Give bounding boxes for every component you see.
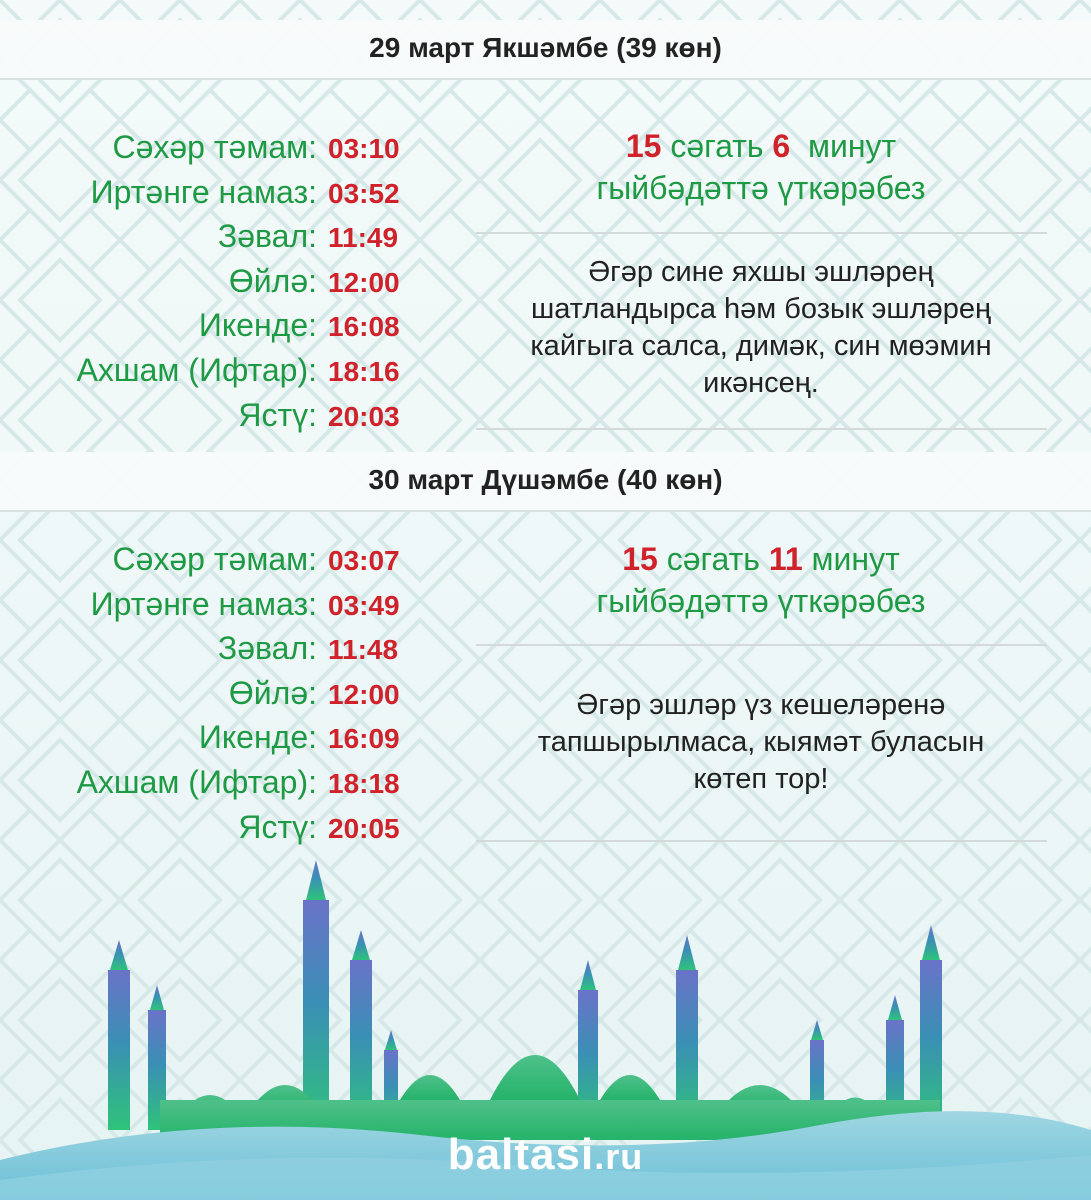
duration-minutes-word: минут: [811, 541, 900, 577]
prayer-row-afternoon: Икенде: 16:09: [198, 719, 400, 756]
duration-minutes-word: минут: [807, 128, 897, 164]
fasting-duration: [476, 125, 1046, 209]
prayer-row-noon: Өйлә: 12:00: [228, 262, 400, 299]
duration-caption: гыйбәдәттә үткәрәбез: [596, 583, 926, 619]
prayer-row-night: Ястү: 20:05: [238, 808, 400, 845]
prayer-row-night: Ястү: 20:03: [238, 396, 400, 433]
duration-hours: 15: [622, 541, 658, 577]
prayer-row-zawal: Зәвал: 11:48: [217, 630, 399, 667]
duration-minutes: 11: [768, 541, 803, 577]
prayer-times-list: [0, 125, 420, 437]
prayer-times-list: [0, 537, 420, 849]
prayer-row-morning: Иртәнге намаз: 03:52: [90, 173, 400, 210]
day-header: 30 март Дүшәмбе (40 көн): [0, 452, 1091, 512]
duration-minutes: 6: [772, 128, 791, 164]
hadith-quote: Әгәр сине яхшы эшләрең шатландырса һәм бозык эшләрең кайгыга салса, димәк, син мөэмин икәнсең.: [530, 256, 992, 399]
baltasi-logo: baltasi.ru: [447, 1130, 644, 1179]
divider: [476, 644, 1047, 646]
hadith-quote: Әгәр эшләр үз кешеләренә тапшырылмаса, кыямәт буласын көтеп тор!: [537, 689, 985, 795]
prayer-row-zawal: Зәвал: 11:49: [217, 218, 399, 255]
divider: [476, 428, 1047, 430]
prayer-row-afternoon: Икенде: 16:08: [198, 307, 400, 344]
divider: [476, 232, 1047, 234]
fasting-duration: [476, 538, 1046, 622]
duration-hours: 15: [625, 128, 662, 164]
duration-caption: гыйбәдәттә үткәрәбез: [596, 170, 926, 206]
prayer-row-noon: Өйлә: 12:00: [228, 674, 400, 711]
day-header: 29 март Якшәмбе (39 көн): [0, 20, 1091, 80]
prayer-row-morning: Иртәнге намаз: 03:49: [90, 585, 400, 622]
prayer-row-sahar: Сәхәр тәмам: 03:07: [112, 541, 400, 577]
duration-hours-word: сәгать: [666, 541, 760, 577]
prayer-row-iftar: Ахшам (Ифтар): 18:18: [76, 763, 400, 800]
prayer-row-sahar: Сәхәр тәмам: 03:10: [112, 129, 400, 165]
prayer-row-iftar: Ахшам (Ифтар): 18:16: [76, 351, 400, 388]
duration-hours-word: сәгать: [670, 128, 764, 164]
divider: [476, 840, 1047, 842]
